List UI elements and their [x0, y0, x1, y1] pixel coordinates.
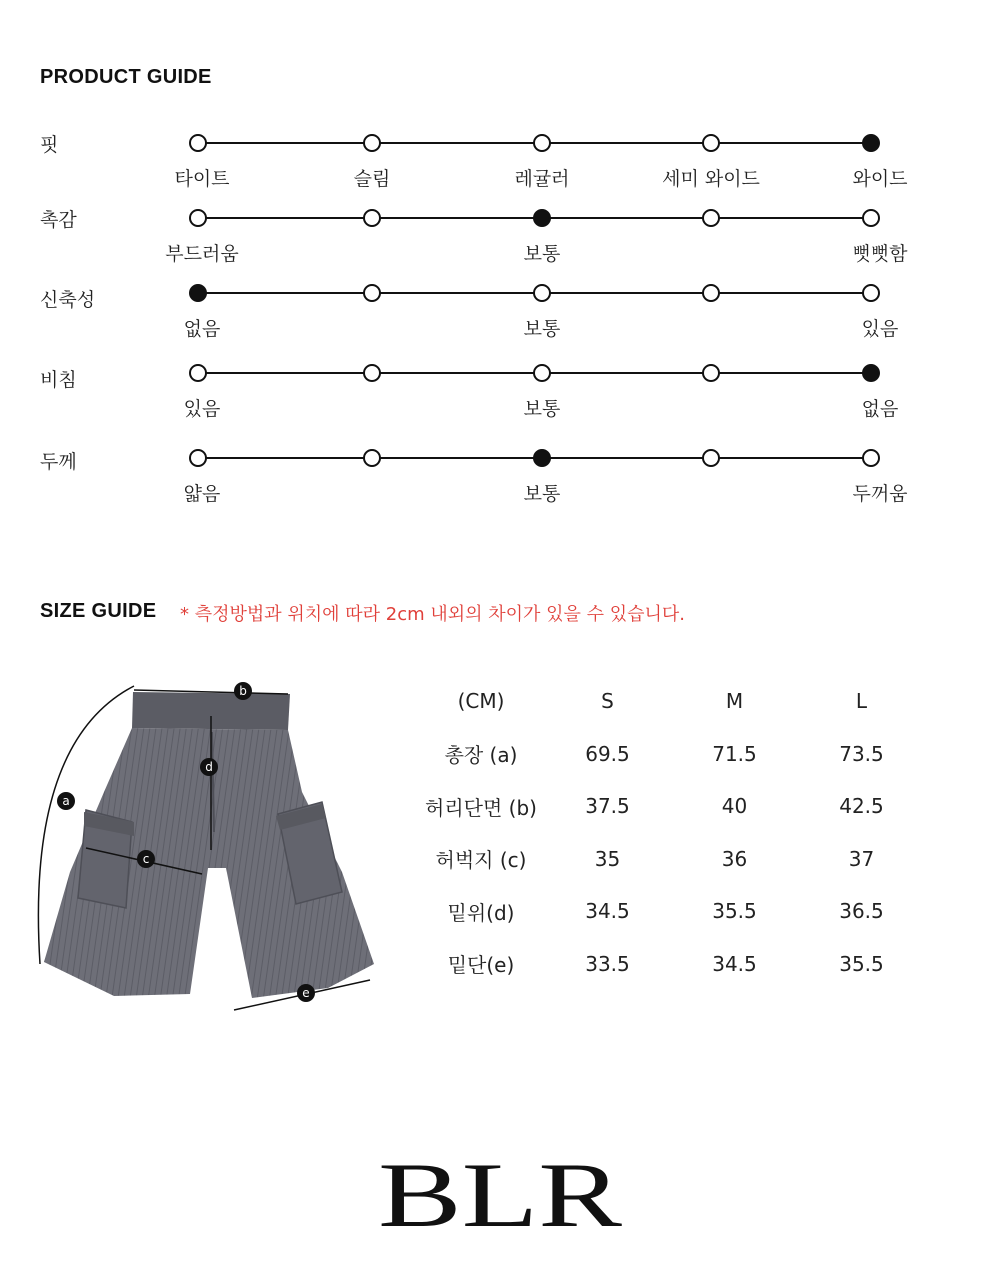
- guide-dot: [363, 449, 381, 467]
- guide-dot: [702, 449, 720, 467]
- guide-option-label: 레귤러: [514, 168, 570, 190]
- size-value-cell: 34.5: [585, 899, 630, 924]
- size-value-cell: 37.5: [585, 794, 630, 819]
- guide-dot: [702, 134, 720, 152]
- size-table-header: [418, 675, 925, 728]
- size-value-cell: 73.5: [839, 741, 884, 766]
- guide-option-label: 보통: [523, 243, 561, 265]
- guide-row-label: 비침: [40, 369, 77, 391]
- measure-name-cell: 밑단(e): [447, 953, 515, 978]
- guide-dot: [862, 284, 880, 302]
- size-table: [418, 675, 925, 990]
- guide-dot-selected: [533, 209, 551, 227]
- size-value-cell: 42.5: [839, 794, 884, 819]
- marker-b-label: b: [239, 684, 247, 698]
- guide-dot: [702, 209, 720, 227]
- guide-option-label: 부드러움: [165, 243, 239, 265]
- size-table-row: [418, 728, 925, 781]
- guide-row-label: 신축성: [40, 289, 96, 311]
- guide-option-label: 있음: [861, 318, 899, 340]
- guide-option-label: 와이드: [852, 168, 908, 190]
- size-value-cell: 69.5: [585, 741, 630, 766]
- size-table-row: [418, 780, 925, 833]
- size-table-row: [418, 885, 925, 938]
- guide-option-label: 뻣뻣함: [852, 243, 908, 265]
- header-size-m: M: [725, 689, 744, 714]
- shorts-diagram: [30, 672, 390, 1020]
- guide-option-label: 얇음: [183, 483, 221, 505]
- guide-dot: [189, 449, 207, 467]
- size-guide-title: SIZE GUIDE: [40, 600, 157, 622]
- guide-option-label: 보통: [523, 483, 561, 505]
- guide-dot: [702, 284, 720, 302]
- guide-dot: [862, 209, 880, 227]
- marker-c-label: c: [142, 852, 150, 866]
- guide-option-label: 타이트: [174, 168, 230, 190]
- guide-dot-selected: [533, 449, 551, 467]
- size-value-cell: 37: [848, 846, 875, 871]
- size-value-cell: 40: [721, 794, 748, 819]
- header-size-s: S: [601, 689, 614, 714]
- product-guide-title: PRODUCT GUIDE: [40, 66, 212, 88]
- guide-dot: [862, 449, 880, 467]
- size-value-cell: 34.5: [712, 951, 757, 976]
- size-note: * 측정방법과 위치에 따라 2cm 내외의 차이가 있을 수 있습니다.: [180, 604, 686, 625]
- size-value-cell: 35.5: [712, 899, 757, 924]
- header-unit: (CM): [457, 689, 505, 714]
- guide-option-label: 없음: [183, 318, 221, 340]
- marker-e-label: e: [302, 986, 310, 1000]
- size-table-row: [418, 833, 925, 886]
- guide-dot: [363, 134, 381, 152]
- brand-logo-text: BLR: [378, 1152, 623, 1232]
- guide-dot: [702, 364, 720, 382]
- guide-dot: [363, 364, 381, 382]
- guide-option-label: 없음: [861, 398, 899, 420]
- size-table-row: [418, 938, 925, 991]
- guide-option-label: 두꺼움: [852, 483, 908, 505]
- guide-option-label: 세미 와이드: [662, 168, 760, 190]
- guide-option-label: 있음: [183, 398, 221, 420]
- marker-a-label: a: [62, 794, 70, 808]
- guide-dot-selected: [189, 284, 207, 302]
- guide-dot: [189, 134, 207, 152]
- guide-dot-selected: [862, 364, 880, 382]
- size-value-cell: 36.5: [839, 899, 884, 924]
- measure-name-cell: 허리단면 (b): [425, 795, 537, 820]
- marker-d-label: d: [205, 760, 213, 774]
- guide-dot: [363, 284, 381, 302]
- guide-dot: [363, 209, 381, 227]
- size-value-cell: 35: [594, 846, 621, 871]
- measure-name-cell: 총장 (a): [444, 743, 518, 768]
- header-size-l: L: [855, 689, 868, 714]
- guide-dot: [533, 284, 551, 302]
- guide-row-label: 핏: [40, 134, 59, 156]
- guide-row-label: 두께: [40, 451, 77, 473]
- guide-row-label: 촉감: [40, 209, 77, 231]
- guide-dot-selected: [862, 134, 880, 152]
- shorts-illustration: [44, 692, 374, 998]
- measure-name-cell: 밑위(d): [447, 900, 515, 925]
- guide-dot: [533, 134, 551, 152]
- size-value-cell: 33.5: [585, 951, 630, 976]
- guide-option-label: 보통: [523, 398, 561, 420]
- guide-dot: [189, 209, 207, 227]
- size-value-cell: 35.5: [839, 951, 884, 976]
- guide-option-label: 슬림: [353, 168, 391, 190]
- guide-dot: [533, 364, 551, 382]
- brand-logo: [376, 1152, 624, 1232]
- size-value-cell: 71.5: [712, 741, 757, 766]
- size-value-cell: 36: [721, 846, 748, 871]
- guide-dot: [189, 364, 207, 382]
- guide-option-label: 보통: [523, 318, 561, 340]
- measure-name-cell: 허벅지 (c): [435, 848, 527, 873]
